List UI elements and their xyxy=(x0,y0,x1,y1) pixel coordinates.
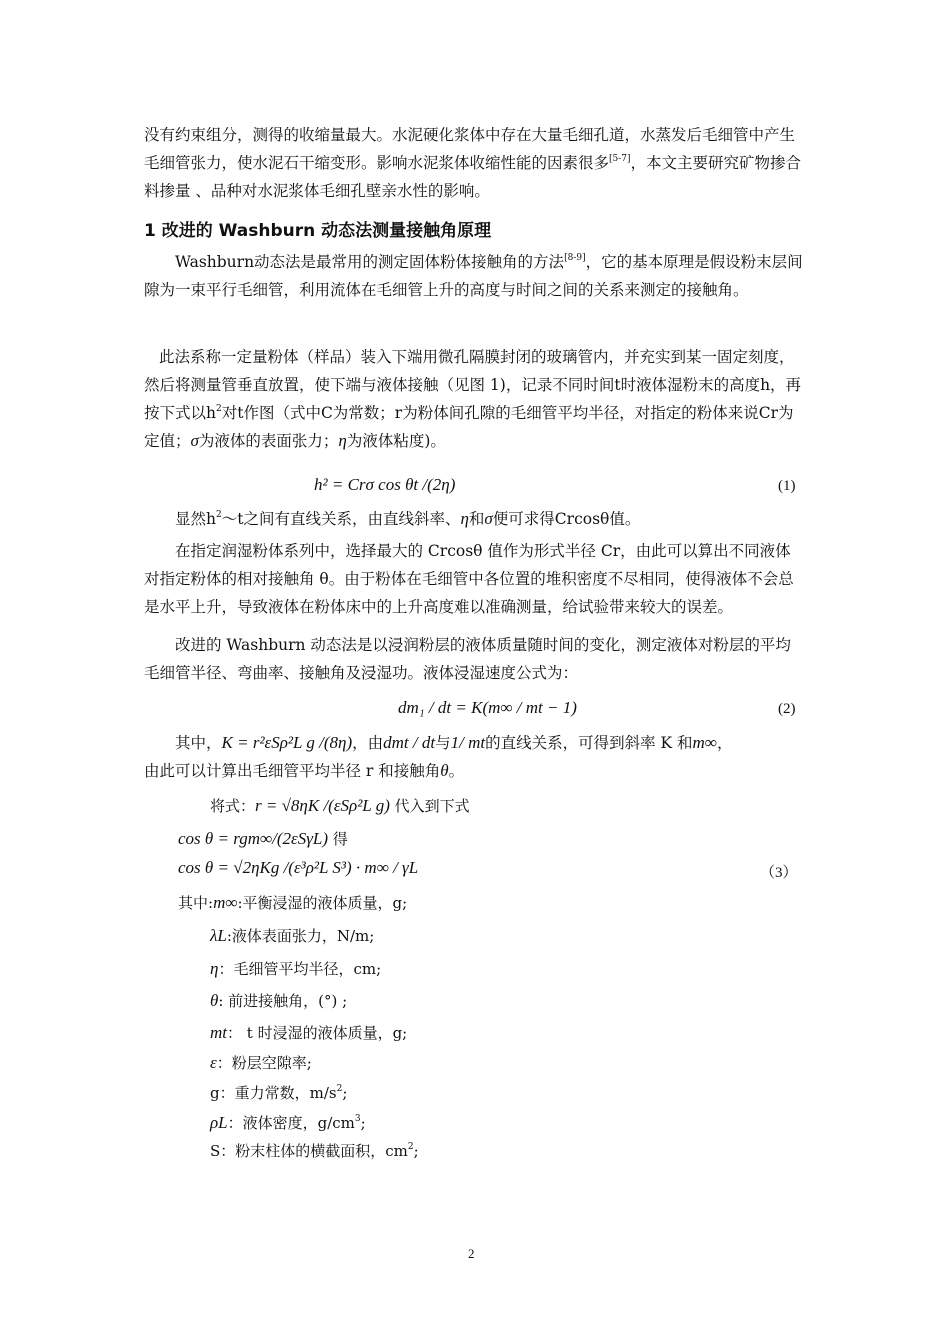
citation: [8-9] xyxy=(564,252,586,263)
def-symbol: λL xyxy=(210,926,227,945)
inline-symbol-m-inf: m∞ xyxy=(692,733,717,752)
para-text: 和 xyxy=(468,510,485,528)
def-text: ：液体密度，g/cm xyxy=(227,1114,355,1132)
def-symbol: mt xyxy=(210,1023,227,1042)
superscript: 3 xyxy=(354,1114,361,1124)
definition-row xyxy=(210,1140,419,1161)
def-text: : 前进接触角，(°) ; xyxy=(218,992,348,1010)
para-text: 的直线关系，可得到斜率 K 和 xyxy=(485,734,693,752)
superscript: 2 xyxy=(215,509,222,520)
equation-3b-line xyxy=(178,858,418,878)
paragraph-method xyxy=(144,343,806,455)
intro-paragraph xyxy=(144,121,806,205)
def-text: ： t 时浸湿的液体质量，g; xyxy=(227,1024,408,1042)
def-text: ; xyxy=(413,1142,419,1160)
def-text: S：粉末柱体的横截面积，cm xyxy=(210,1142,408,1160)
substitution-line xyxy=(210,795,470,816)
equation-2: dm₁ / dt = K(m∞ / mt − 1) xyxy=(398,698,577,717)
def-text: ：粉层空隙率; xyxy=(216,1054,312,1072)
para-text: ，由 xyxy=(352,734,384,752)
def-text: ; xyxy=(342,1084,348,1102)
para-text: 对t作图（式中C为常数；r为粉体间孔隙的毛细管平均半径，对指定的粉体来说Cr为定值； xyxy=(144,404,794,450)
superscript: 2 xyxy=(215,403,222,414)
def-symbol: ρL xyxy=(210,1113,228,1132)
definition-row xyxy=(210,925,374,946)
intro-text-cont: ，本文主要研究矿物掺合料掺量 、品种对水泥浆体毛细孔壁亲水性的影响。 xyxy=(144,154,802,200)
inline-equation-k: K = r²εSρ²L g /(8η) xyxy=(221,733,353,752)
definition-row xyxy=(178,892,407,913)
paragraph-improved: 改进的 Washburn 动态法是以浸润粉层的液体质量随时间的变化，测定液体对粉层的平均毛细管半径、弯曲率、接触角及浸湿功。液体浸湿速度公式为： xyxy=(144,636,791,682)
definition-row xyxy=(210,1112,366,1133)
para-text: ， xyxy=(716,734,733,752)
para-text: 与 xyxy=(435,734,451,752)
def-symbol: θ xyxy=(210,991,219,1010)
label-text: 将式： xyxy=(210,797,256,815)
eta-symbol: η xyxy=(460,509,469,528)
sigma-symbol: σ xyxy=(190,431,199,450)
intro-text: 没有约束组分，测得的收缩量最大。水泥硬化浆体中存在大量毛细孔道，水蒸发后毛细管中产生毛细管张力，使水泥石干缩变形。影响水泥浆体收缩性能的因素很多 xyxy=(144,126,796,172)
para-text: ～t之间有直线关系，由直线斜率、 xyxy=(221,510,461,528)
para-text: 此法系称一定量粉体（样品）装入下端用微孔隔膜封闭的玻璃管内，并充实到某一固定刻度，然后将测量管垂直放置，使下端与液体接触（见图 1)，记录不同时间t时液体湿粉末的高度h，再按下式以h xyxy=(144,348,802,422)
label-text: 得 xyxy=(332,830,348,848)
paragraph-where xyxy=(144,729,806,785)
definition-row xyxy=(210,990,347,1011)
where-label: 其中: xyxy=(178,894,214,912)
definition-row xyxy=(210,1022,407,1043)
def-text: g：重力常数，m/s xyxy=(210,1084,337,1102)
def-text: :液体表面张力，N/m; xyxy=(226,927,375,945)
equation-3-number: （3） xyxy=(760,865,798,881)
theta-symbol: θ xyxy=(440,761,449,780)
inline-equation-r: r = √8ηK /(εSρ²L g) xyxy=(255,796,390,815)
para-text: Washburn动态法是最常用的测定固体粉体接触角的方法 xyxy=(175,253,565,271)
definition-row xyxy=(210,958,381,979)
para-text: 由此可以计算出毛细管平均半径 r 和接触角 xyxy=(144,762,441,780)
def-symbol: η xyxy=(210,959,219,978)
def-symbol: ε xyxy=(210,1053,217,1072)
def-text: ：毛细管平均半径，cm; xyxy=(218,960,382,978)
definition-row xyxy=(210,1052,312,1073)
def-symbol: m∞ xyxy=(213,893,238,912)
equation-3a: cos θ = rgm∞/(2εSγL) xyxy=(178,829,329,848)
para-text: 便可求得Crcosθ值。 xyxy=(492,510,641,528)
equation-3a-line xyxy=(178,828,348,849)
sigma-symbol: σ xyxy=(484,509,493,528)
section-heading: 1 改进的 Washburn 动态法测量接触角原理 xyxy=(144,221,492,241)
page-number: 2 xyxy=(468,1246,475,1261)
equation-2-number: (2) xyxy=(778,701,796,717)
para-text: 。 xyxy=(448,762,465,780)
inline-equation-inverse: 1/ mt xyxy=(450,733,486,752)
para-text: 为液体粘度)。 xyxy=(346,432,446,450)
superscript: 2 xyxy=(407,1142,414,1152)
def-text: ; xyxy=(360,1114,366,1132)
paragraph-washburn xyxy=(144,248,806,304)
para-text-cont: ，它的基本原理是假设粉末层间隙为一束平行毛细管，利用流体在毛细管上升的高度与时间之间的关系来测定的接触角。 xyxy=(144,253,803,299)
equation-3b: cos θ = √2ηKg /(ε³ρ²L S³) · m∞ / γL xyxy=(178,858,419,877)
citation: [5-7] xyxy=(609,153,631,164)
equation-1: h² = Crσ cos θt /(2η) xyxy=(314,475,456,494)
paragraph-linear xyxy=(144,505,806,533)
para-text: 其中， xyxy=(175,734,222,752)
label-text: 代入到下式 xyxy=(394,797,470,815)
definition-row xyxy=(210,1082,347,1103)
def-text: :平衡浸湿的液体质量，g; xyxy=(237,894,408,912)
para-text: 为液体的表面张力； xyxy=(198,432,339,450)
superscript: 2 xyxy=(336,1084,343,1094)
inline-equation-rate: dmt / dt xyxy=(383,733,436,752)
eta-symbol: η xyxy=(338,431,347,450)
para-text: 显然h xyxy=(175,510,216,528)
paragraph-contact-angle: 在指定润湿粉体系列中，选择最大的 Crcosθ 值作为形式半径 Cr，由此可以算出不同液体对指定粉体的相对接触角 θ。由于粉体在毛细管中各位置的堆积密度不尽相同，使得液体不会总是水平上升，导致液体在粉体床中的上升高度难以准确测量，给试验带来较大的误差。 xyxy=(144,542,794,616)
equation-1-number: (1) xyxy=(778,478,796,494)
